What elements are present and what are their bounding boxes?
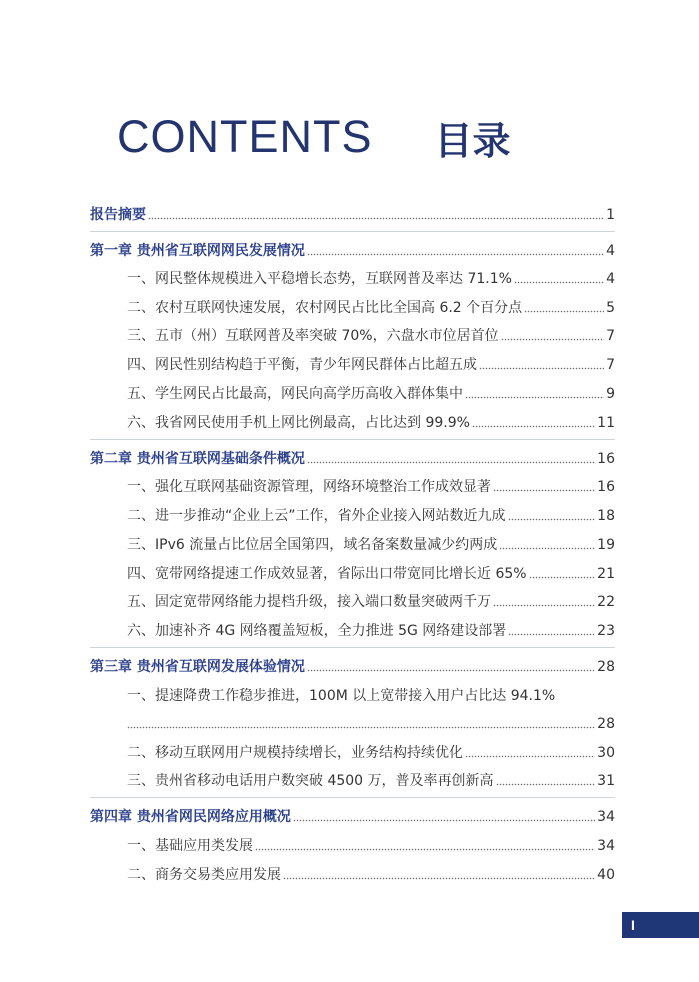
toc-entry-page: 19 [597,537,615,553]
toc-entry[interactable] [127,474,615,496]
toc-entry-label: 三、五市（州）互联网普及率突破 70%，六盘水市位居首位 [127,328,499,344]
leader-dots [148,217,604,221]
toc-entry-first-line[interactable] [127,683,615,705]
leader-dots [479,367,604,371]
toc-entry-label: 五、学生网民占比最高，网民向高学历高收入群体集中 [127,386,463,402]
toc-entry-label: 六、我省网民使用手机上网比例最高，占比达到 99.9% [127,415,470,431]
toc-entry[interactable] [127,618,615,640]
toc-entry-label: 第二章 贵州省互联网基础条件概况 [90,451,305,467]
toc-entry-label: 四、网民性别结构趋于平衡，青少年网民群体占比超五成 [127,357,477,373]
toc-entry-page: 30 [597,745,615,761]
toc-entry-page: 40 [597,867,615,883]
leader-dots [472,425,595,429]
leader-dots [508,633,595,637]
toc-entry-page: 23 [597,623,615,639]
leader-dots [293,819,595,823]
toc-entry-page: 34 [597,838,615,854]
toc-entry-label: 二、移动互联网用户规模持续增长，业务结构持续优化 [127,745,463,761]
toc-entry[interactable] [127,740,615,762]
divider [90,439,615,440]
leader-dots [496,783,596,787]
toc-entry-label: 三、IPv6 流量占比位居全国第四，域名备案数量减少约两成 [127,537,498,553]
toc-entry-label: 二、商务交易类应用发展 [127,867,281,883]
leader-dots [501,338,605,342]
toc-entry[interactable] [127,589,615,611]
toc-entry-label: 一、基础应用类发展 [127,838,253,854]
leader-dots [508,518,596,522]
toc-entry[interactable] [127,410,615,432]
toc-entry-page: 31 [597,773,615,789]
toc-entry-label: 六、加速补齐 4G 网络覆盖短板，全力推进 5G 网络建设部署 [127,623,507,639]
toc-entry-page: 9 [606,386,615,402]
toc-entry-label: 报告摘要 [90,207,146,223]
leader-dots [255,848,595,852]
toc-entry-page: 16 [597,479,615,495]
leader-dots [307,461,595,465]
toc-entry[interactable] [127,532,615,554]
leader-dots [514,281,604,285]
toc-entry[interactable] [127,295,615,317]
toc-entry-label: 第四章 贵州省网民网络应用概况 [90,809,291,825]
toc-entry-label: 第一章 贵州省互联网网民发展情况 [90,243,305,259]
leader-dots [493,604,595,608]
toc-entry[interactable] [127,503,615,525]
title-chinese: 目录 [434,118,511,163]
leader-dots [307,253,604,257]
leader-dots [465,755,595,759]
toc-entry-page: 28 [597,659,615,675]
toc-entry[interactable] [127,323,615,345]
toc-entry-label: 五、固定宽带网络能力提档升级，接入端口数量突破两千万 [127,594,491,610]
toc-entry-label: 一、强化互联网基础资源管理，网络环境整治工作成效显著 [127,479,491,495]
toc-entry-page: 4 [606,243,615,259]
leader-dots [529,576,596,580]
toc-entry-page: 16 [597,451,615,467]
toc-chapter-4[interactable] [90,804,615,826]
toc-entry-page: 1 [606,207,615,223]
toc-entry-page: 18 [597,508,615,524]
toc-entry-page: 7 [606,328,615,344]
divider [90,647,615,648]
toc-entry[interactable] [127,381,615,403]
toc-chapter-3[interactable] [90,654,615,676]
toc-entry-page: 11 [597,415,615,431]
toc-entry[interactable] [127,561,615,583]
toc-entry[interactable] [127,352,615,374]
leader-dots [524,310,604,314]
page-number-badge [622,912,699,938]
leader-dots [493,489,595,493]
toc-entry-label: 二、进一步推动“企业上云”工作，省外企业接入网站数近九成 [127,508,506,524]
toc-entry-label: 一、网民整体规模进入平稳增长态势，互联网普及率达 71.1% [127,271,512,287]
page-number: I [631,917,635,933]
toc-entry-page: 7 [606,357,615,373]
toc-entry-page: 28 [597,716,615,732]
toc-entry-summary[interactable] [90,202,615,224]
toc-entry[interactable] [127,862,615,884]
divider [90,797,615,798]
toc-entry-page: 34 [597,809,615,825]
toc-entry-label: 二、农村互联网快速发展，农村网民占比比全国高 6.2 个百分点 [127,300,523,316]
toc-entry[interactable] [127,833,615,855]
toc-entry-page: 22 [597,594,615,610]
page-title [117,112,511,162]
divider [90,231,615,232]
toc-entry-label: 三、贵州省移动电话用户数突破 4500 万，普及率再创新高 [127,773,494,789]
toc-entry-page: 4 [606,271,615,287]
toc-entry-continuation[interactable] [127,711,615,733]
title-english: CONTENTS [117,111,373,162]
toc-chapter-1[interactable] [90,238,615,260]
toc-entry-label: 四、宽带网络提速工作成效显著，省际出口带宽同比增长近 65% [127,566,527,582]
leader-dots [465,396,604,400]
toc-entry-page: 5 [606,300,615,316]
toc-entry-label: 第三章 贵州省互联网发展体验情况 [90,659,305,675]
leader-dots [307,669,595,673]
toc-entry[interactable] [127,768,615,790]
leader-dots [127,726,595,730]
toc-entry-label: 一、提速降费工作稳步推进，100M 以上宽带接入用户占比达 94.1% [127,688,556,704]
leader-dots [499,547,595,551]
toc-entry[interactable] [127,266,615,288]
leader-dots [283,877,595,881]
toc-entry-page: 21 [597,566,615,582]
toc-chapter-2[interactable] [90,446,615,468]
